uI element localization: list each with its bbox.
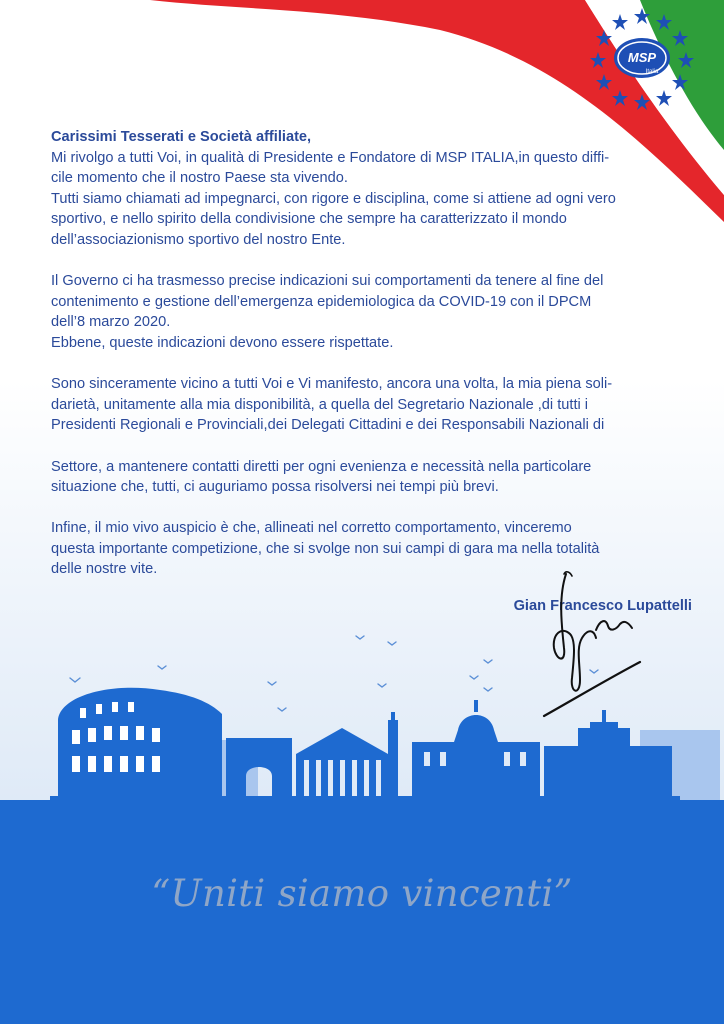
text-line: Presidenti Regionali e Provinciali,dei Delegati Cittadini e dei Responsabili Nazionali di	[51, 417, 605, 434]
rome-skyline-illustration	[0, 630, 724, 802]
paragraph-2	[51, 271, 691, 353]
paragraph-1	[51, 127, 691, 251]
text-line: situazione che, tutti, ci auguriamo possa risolversi nei tempi più brevi.	[51, 479, 499, 496]
column-icon	[388, 720, 398, 802]
text-line: delle nostre vite.	[51, 561, 158, 578]
text-line: dell’8 marzo 2020.	[51, 314, 171, 331]
text-line: Ebbene, queste indicazioni devono essere rispettate.	[51, 334, 394, 351]
text-line: Mi rivolgo a tutti Voi, in qualità di Presidente e Fondatore di MSP ITALIA,in questo diffi-	[51, 149, 610, 166]
text-line: contenimento e gestione dell’emergenza epidemiologica da COVID-19 con il DPCM	[51, 293, 592, 310]
triumphal-arch-icon	[226, 738, 292, 802]
letter-body	[51, 127, 691, 601]
letter-greeting: Carissimi Tesserati e Società affiliate,	[51, 129, 312, 145]
skyline-buildings	[50, 688, 720, 802]
text-line: Infine, il mio vivo auspicio è che, allineati nel corretto comportamento, vinceremo	[51, 520, 572, 537]
logo-subtext: Italia	[645, 69, 659, 75]
paragraph-4	[51, 457, 691, 498]
text-line: Il Governo ci ha trasmesso precise indicazioni sui comportamenti da tenere al fine del	[51, 273, 604, 290]
text-line: dell’associazionismo sportivo del nostro Ente.	[51, 231, 346, 248]
text-line: Tutti siamo chiamati ad impegnarci, con rigore e disciplina, come si attiene ad ogni vero	[51, 190, 616, 207]
text-line: darietà, unitamente alla mia disponibilità, a quella del Segretario Nazionale ,di tutti i	[51, 396, 589, 413]
paragraph-3	[51, 374, 691, 436]
text-line: sportivo, e nello spirito della condivisione che sempre ha caratterizzato il mondo	[51, 211, 567, 228]
signer-name: Gian Francesco Lupattelli	[513, 598, 692, 614]
motto-text: “Uniti siamo vincenti”	[151, 872, 573, 915]
text-line: Sono sinceramente vicino a tutti Voi e Vi manifesto, ancora una volta, la mia piena soli-	[51, 376, 613, 393]
logo-text: MSP	[627, 50, 657, 65]
text-line: cile momento che il nostro Paese sta vivendo.	[51, 170, 348, 187]
text-line: Settore, a mantenere contatti diretti per ogni evenienza e necessità nella particolare	[51, 458, 592, 475]
msp-italia-logo	[590, 6, 694, 110]
text-line: questa importante competizione, che si svolge non sui campi di gara ma nella totalità	[51, 540, 600, 557]
colosseum-icon	[58, 688, 222, 802]
